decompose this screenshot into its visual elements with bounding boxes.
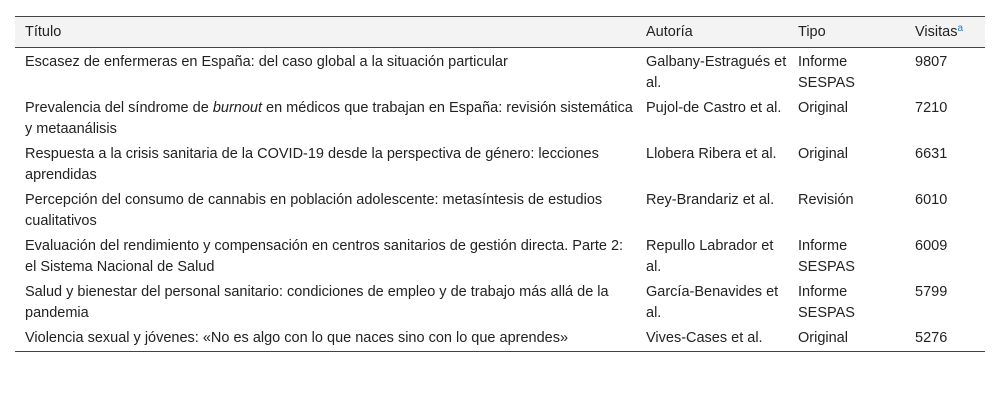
cell-type: Informe SESPAS	[798, 284, 855, 321]
table-row	[15, 94, 985, 140]
title-text: Respuesta a la crisis sanitaria de la COVID-19 desde la perspectiva de género: lecciones aprendidas	[25, 146, 599, 183]
table-row	[15, 324, 985, 352]
table-row	[15, 232, 985, 278]
most-visited-articles-table	[15, 16, 985, 352]
header-row	[15, 17, 985, 48]
cell-author: Vives-Cases et al.	[636, 324, 788, 352]
cell-author: Rey-Brandariz et al.	[646, 192, 775, 208]
cell-visits: 5276	[905, 324, 985, 352]
cell-title	[15, 186, 636, 232]
cell-visits: 5799	[915, 284, 948, 300]
title-text: Prevalencia del síndrome de	[25, 100, 213, 116]
cell-title	[15, 94, 636, 140]
footnote-marker-link[interactable]: a	[957, 23, 964, 34]
cell-visits: 6009	[915, 238, 948, 254]
table-body	[15, 48, 985, 352]
title-text: Salud y bienestar del personal sanitario: condiciones de empleo y de trabajo más allá de la pandemia	[25, 284, 609, 321]
articles-table-container	[15, 16, 985, 352]
cell-author: Galbany-Estragués et al.	[646, 54, 787, 91]
table-row	[15, 278, 985, 324]
table-row	[15, 140, 985, 186]
cell-title	[15, 232, 636, 278]
cell-title	[15, 278, 636, 324]
cell-visits: 6010	[915, 192, 948, 208]
header-author: Autoría	[636, 17, 788, 48]
cell-type: Original	[798, 100, 848, 116]
cell-title	[15, 48, 636, 95]
title-text: Violencia sexual y jóvenes: «No es algo con lo que naces sino con lo que aprendes»	[25, 330, 569, 346]
header-visits	[905, 17, 985, 48]
table-header	[15, 17, 985, 48]
cell-type: Original	[798, 146, 848, 162]
cell-type: Revisión	[798, 192, 854, 208]
cell-type: Original	[788, 324, 905, 352]
cell-visits: 6631	[915, 146, 948, 162]
table-row	[15, 186, 985, 232]
cell-visits: 7210	[915, 100, 948, 116]
title-text: en médicos que trabajan en España: revisión sistemática y metaanálisis	[25, 100, 633, 137]
cell-type: Informe SESPAS	[798, 54, 855, 91]
cell-type: Informe SESPAS	[798, 238, 855, 275]
cell-author: García-Benavides et al.	[646, 284, 779, 321]
header-title: Título	[15, 17, 636, 48]
cell-title	[15, 324, 636, 352]
cell-author: Pujol-de Castro et al.	[646, 100, 782, 116]
cell-author: Repullo Labrador et al.	[646, 238, 774, 275]
title-text: Escasez de enfermeras en España: del caso global a la situación particular	[25, 54, 508, 70]
title-text: Percepción del consumo de cannabis en población adolescente: metasíntesis de estudios cualitativos	[25, 192, 603, 229]
header-type: Tipo	[788, 17, 905, 48]
title-text-italic: burnout	[212, 100, 262, 116]
cell-author: Llobera Ribera et al.	[646, 146, 777, 162]
cell-visits: 9807	[915, 54, 948, 70]
cell-title	[15, 140, 636, 186]
header-visits-label: Visitas	[915, 24, 958, 40]
title-text: Evaluación del rendimiento y compensación en centros sanitarios de gestión directa. Parte 2: el Sistema Nacional de Salud	[25, 238, 624, 275]
table-row	[15, 48, 985, 95]
